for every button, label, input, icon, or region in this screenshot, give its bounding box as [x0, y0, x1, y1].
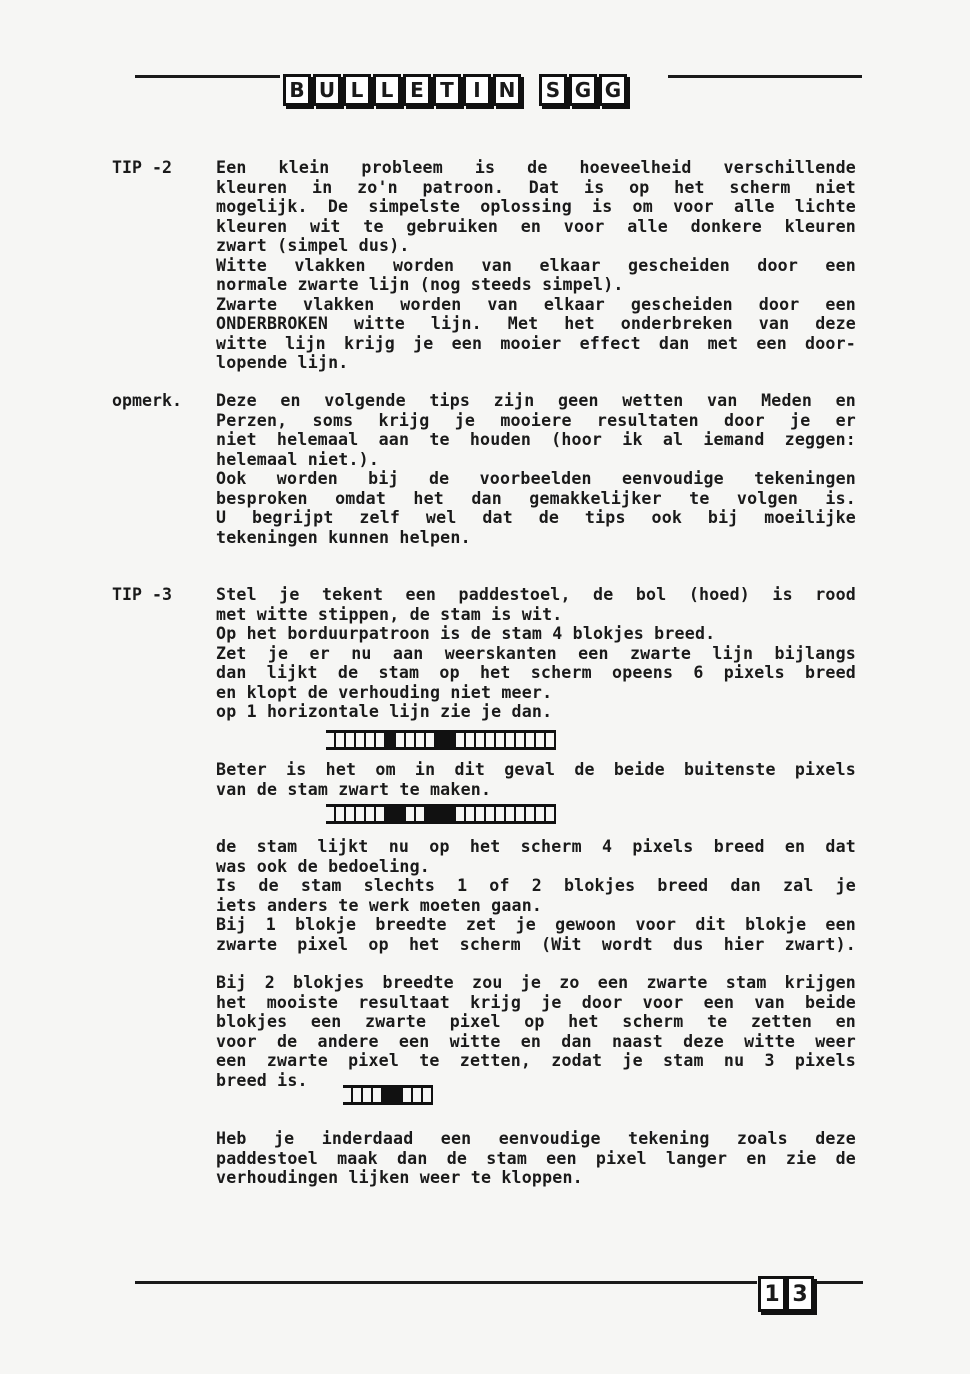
- text-line: U begrijpt zelf wel dat de tips ook bij moeilijke: [216, 508, 856, 527]
- logo-letter: T: [433, 74, 461, 106]
- text-line: Ook worden bij de voorbeelden eenvoudige tekeningen: [216, 469, 856, 488]
- text-line: zwarte pixel op het scherm (Wit wordt dus hier zwart).: [216, 934, 856, 954]
- text-line: Perzen, soms krijg je mooiere resultaten door je er: [216, 410, 856, 430]
- white-pixel: [536, 807, 546, 821]
- header-rule-right: [668, 75, 862, 78]
- text-line: met witte stippen, de stam is wit.: [216, 604, 563, 624]
- white-pixel: [516, 807, 526, 821]
- white-pixel: [516, 733, 526, 747]
- text-line: een zwarte pixel te zetten, zodat je stam nu 3 pixels: [216, 1051, 856, 1070]
- text-line: het mooiste resultaat krijg je door voor een van beide: [216, 992, 856, 1012]
- text-line: op 1 horizontale lijn zie je dan.: [216, 702, 553, 721]
- text-line: Stel je tekent een paddestoel, de bol (hoed) is rood: [216, 585, 856, 604]
- footer-rule-right: [815, 1281, 863, 1284]
- white-pixel: [376, 807, 386, 821]
- logo-letter: G: [599, 74, 627, 106]
- text-line: en klopt de verhouding niet meer.: [216, 682, 553, 702]
- text-line: verhoudingen lijken weer te kloppen.: [216, 1168, 583, 1187]
- text-line: Op het borduurpatroon is de stam 4 blokjes breed.: [216, 624, 716, 643]
- logo-letter: S: [539, 74, 567, 106]
- white-pixel: [376, 733, 386, 747]
- text-line: Bij 2 blokjes breedte zou je zo een zwarte stam krijgen: [216, 973, 856, 992]
- white-pixel: [476, 733, 486, 747]
- pixel-row-example-3: [343, 1085, 433, 1105]
- footer-rule-left: [135, 1281, 757, 1284]
- logo-letter: U: [313, 74, 341, 106]
- white-pixel: [416, 807, 426, 821]
- white-pixel: [476, 807, 486, 821]
- white-pixel: [356, 807, 366, 821]
- pixel-row-example-2: [326, 804, 556, 824]
- white-pixel: [373, 1088, 383, 1102]
- white-pixel: [536, 733, 546, 747]
- white-pixel: [326, 733, 336, 747]
- text-line: kleuren wit te gebruiken en voor alle donkere kleuren: [216, 216, 856, 236]
- white-pixel: [346, 733, 356, 747]
- text-line: dan lijkt de stam op het scherm opeens 6 pixels breed: [216, 663, 856, 682]
- black-pixel: [386, 733, 396, 747]
- text-line: Beter is het om in dit geval de beide buitenste pixels: [216, 760, 856, 779]
- text-line: zwart (simpel dus).: [216, 236, 410, 255]
- white-pixel: [456, 733, 466, 747]
- text-line: was ook de bedoeling.: [216, 856, 430, 876]
- black-pixel: [436, 807, 446, 821]
- white-pixel: [546, 807, 556, 821]
- white-pixel: [406, 807, 416, 821]
- white-pixel: [506, 807, 516, 821]
- white-pixel: [466, 733, 476, 747]
- bulletin-logo: [283, 74, 627, 106]
- page-number-digit: 3: [786, 1276, 814, 1312]
- black-pixel: [426, 807, 436, 821]
- tip3-label: TIP -3: [112, 585, 172, 604]
- logo-letter: E: [403, 74, 431, 106]
- white-pixel: [506, 733, 516, 747]
- white-pixel: [423, 1088, 433, 1102]
- logo-letter: L: [373, 74, 401, 106]
- text-line: Zwarte vlakken worden van elkaar gescheiden door een: [216, 294, 856, 314]
- black-pixel: [446, 733, 456, 747]
- white-pixel: [426, 733, 436, 747]
- text-line: mogelijk. De simpelste oplossing is om voor alle lichte: [216, 197, 856, 216]
- black-pixel: [386, 807, 396, 821]
- page-number-digit: 1: [758, 1276, 786, 1312]
- header-rule-left: [135, 75, 280, 78]
- text-line: Witte vlakken worden van elkaar gescheiden door een: [216, 255, 856, 275]
- logo-letter: B: [283, 74, 311, 106]
- text-line: breed is.: [216, 1070, 308, 1090]
- text-line: witte lijn krijg je een mooier effect dan met een door-: [216, 333, 856, 353]
- white-pixel: [326, 807, 336, 821]
- text-line: Zet je er nu aan weerskanten een zwarte lijn bijlangs: [216, 643, 856, 663]
- white-pixel: [486, 733, 496, 747]
- logo-letter: L: [343, 74, 371, 106]
- white-pixel: [466, 807, 476, 821]
- text-line: besproken omdat het dan gemakkelijker te volgen is.: [216, 488, 856, 508]
- white-pixel: [416, 733, 426, 747]
- black-pixel: [393, 1088, 403, 1102]
- white-pixel: [396, 733, 406, 747]
- text-line: tekeningen kunnen helpen.: [216, 527, 471, 547]
- text-line: paddestoel maak dan de stam een pixel langer en zie de: [216, 1148, 856, 1168]
- white-pixel: [496, 807, 506, 821]
- text-line: niet helemaal aan te houden (hoor ik al iemand zeggen:: [216, 430, 856, 449]
- text-line: helemaal niet.).: [216, 449, 380, 469]
- text-line: Bij 1 blokje breedte zet je gewoon voor dit blokje een: [216, 915, 856, 934]
- logo-letter: G: [569, 74, 597, 106]
- text-line: voor de andere een witte en dan naast deze witte weer: [216, 1031, 856, 1051]
- black-pixel: [436, 733, 446, 747]
- white-pixel: [486, 807, 496, 821]
- white-pixel: [526, 733, 536, 747]
- white-pixel: [406, 733, 416, 747]
- white-pixel: [346, 807, 356, 821]
- white-pixel: [353, 1088, 363, 1102]
- white-pixel: [546, 733, 556, 747]
- logo-letter: N: [493, 74, 521, 106]
- white-pixel: [336, 807, 346, 821]
- white-pixel: [366, 807, 376, 821]
- white-pixel: [363, 1088, 373, 1102]
- tip2-label: TIP -2: [112, 158, 172, 177]
- black-pixel: [396, 807, 406, 821]
- text-line: ONDERBROKEN witte lijn. Met het onderbreken van deze: [216, 314, 856, 333]
- white-pixel: [366, 733, 376, 747]
- white-pixel: [356, 733, 366, 747]
- text-line: Is de stam slechts 1 of 2 blokjes breed dan zal je: [216, 876, 856, 895]
- pixel-row-example-1: [326, 730, 556, 750]
- opmerk-label: opmerk.: [112, 391, 182, 410]
- text-line: lopende lijn.: [216, 353, 349, 372]
- white-pixel: [526, 807, 536, 821]
- white-pixel: [343, 1088, 353, 1102]
- white-pixel: [496, 733, 506, 747]
- text-line: normale zwarte lijn (nog steeds simpel).: [216, 275, 624, 294]
- black-pixel: [446, 807, 456, 821]
- logo-letter: I: [463, 74, 491, 106]
- text-line: kleuren in zo'n patroon. Dat is op het scherm niet: [216, 177, 856, 197]
- text-line: Deze en volgende tips zijn geen wetten van Meden en: [216, 391, 856, 410]
- white-pixel: [403, 1088, 413, 1102]
- black-pixel: [383, 1088, 393, 1102]
- white-pixel: [413, 1088, 423, 1102]
- text-line: iets anders te werk moeten gaan.: [216, 895, 543, 915]
- white-pixel: [336, 733, 346, 747]
- text-line: blokjes een zwarte pixel op het scherm te zetten en: [216, 1012, 856, 1031]
- text-line: Heb je inderdaad een eenvoudige tekening zoals deze: [216, 1129, 856, 1148]
- white-pixel: [456, 807, 466, 821]
- text-line: van de stam zwart te maken.: [216, 779, 492, 799]
- text-line: de stam lijkt nu op het scherm 4 pixels breed en dat: [216, 837, 856, 856]
- text-line: Een klein probleem is de hoeveelheid verschillende: [216, 158, 856, 177]
